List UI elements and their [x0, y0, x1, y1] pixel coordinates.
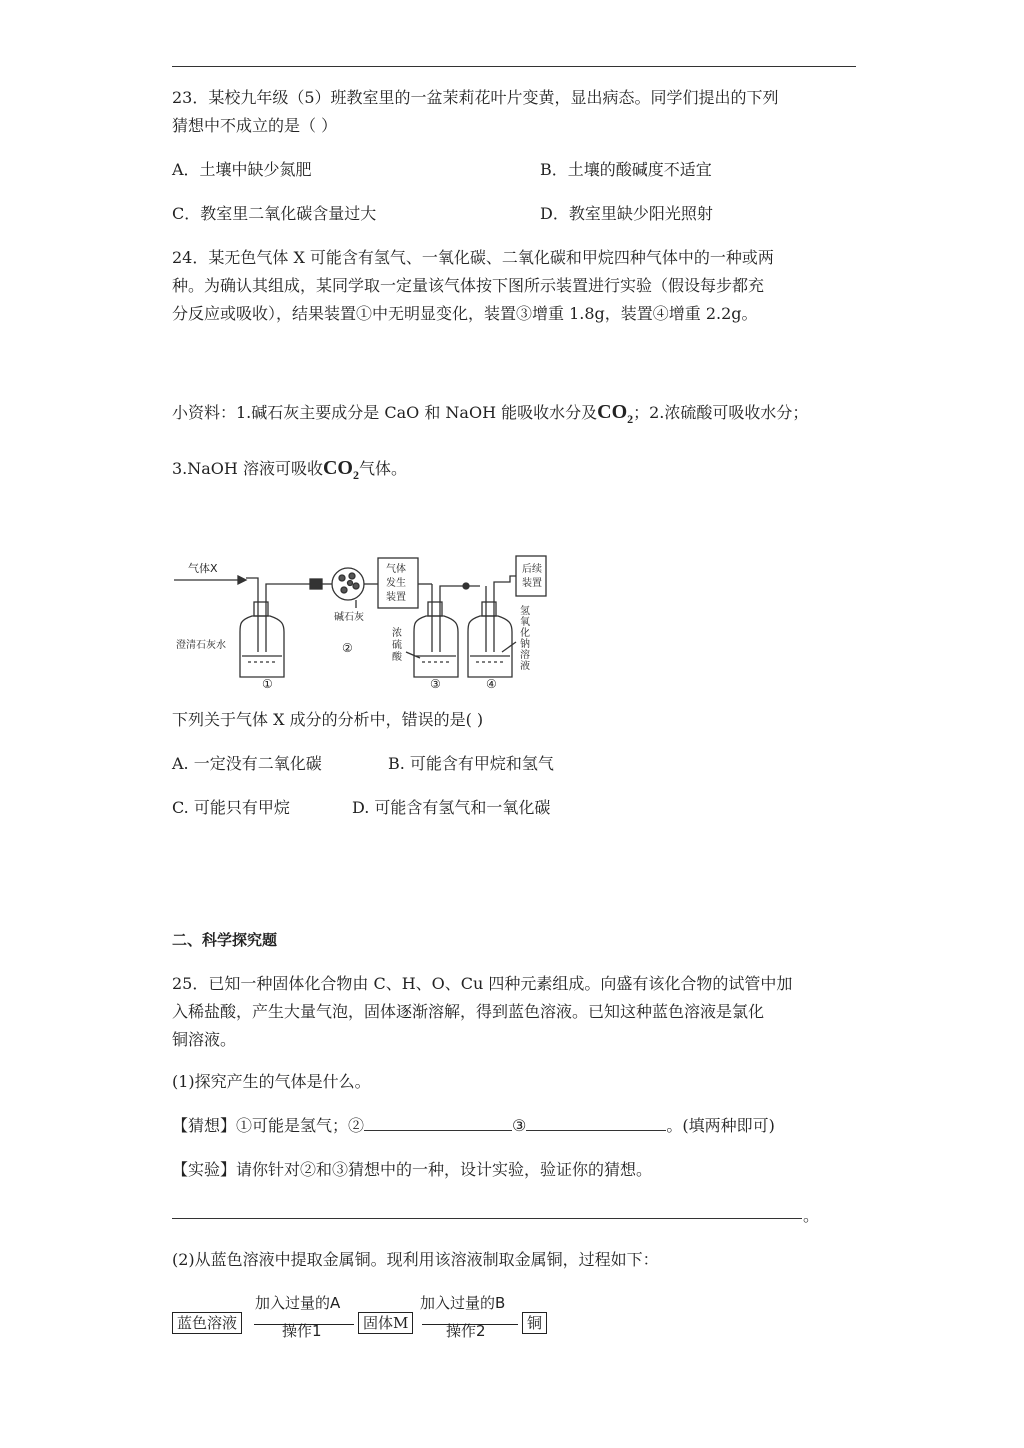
- flow-op2: 操作2: [446, 1322, 486, 1340]
- info1-text-a: 小资料：1.碱石灰主要成分是 CaO 和 NaOH 能吸收水分及: [172, 403, 598, 422]
- bottle-3: [414, 616, 458, 677]
- limewater-label: 澄清石灰水: [176, 640, 226, 651]
- svg-text:液: 液: [520, 661, 530, 672]
- svg-text:装置: 装置: [386, 592, 406, 603]
- label-3: ③: [430, 677, 441, 690]
- soda-lime-label: 碱石灰: [334, 612, 364, 623]
- q24-option-b: B. 可能含有甲烷和氢气: [388, 754, 554, 773]
- flow-box-solid-m: 固体M: [358, 1312, 413, 1334]
- section-title: 二、科学探究题: [172, 931, 278, 949]
- co2-formula: $CO_2$: [597, 401, 634, 426]
- q24-line2: 种。为确认其组成，某同学取一定量该气体按下图所示装置进行实验（假设每步都充: [172, 276, 765, 295]
- q23-option-a: A．土壤中缺少氮肥: [172, 160, 312, 179]
- answer-end-mark: 。: [803, 1206, 820, 1225]
- after-device-box: [516, 556, 546, 596]
- q25-sub1: (1)探究产生的气体是什么。: [172, 1072, 371, 1091]
- q23-option-b: B．土壤的酸碱度不适宜: [540, 160, 712, 179]
- q24-info-line1: [172, 402, 808, 429]
- q24-question: 下列关于气体 X 成分的分析中，错误的是( ): [172, 710, 484, 729]
- q23-line1: 23．某校九年级（5）班教室里的一盆茉莉花叶片变黄，显出病态。同学们提出的下列: [172, 88, 779, 107]
- guess-blank-2[interactable]: [364, 1116, 512, 1131]
- label-4: ④: [486, 677, 497, 690]
- top-rule: [172, 66, 856, 67]
- q24-option-c: C. 可能只有甲烷: [172, 798, 290, 817]
- flow-add-b: 加入过量的B: [420, 1294, 506, 1312]
- svg-text:后续: 后续: [522, 564, 542, 575]
- q25-line2: 入稀盐酸，产生大量气泡，固体逐渐溶解，得到蓝色溶液。已知这种蓝色溶液是氯化: [172, 1002, 765, 1021]
- svg-text:钠: 钠: [520, 639, 530, 650]
- info1-text-b: ；2.浓硫酸可吸收水分；: [633, 403, 809, 422]
- q24-line3: 分反应或吸收），结果装置①中无明显变化，装置③增重 1.8g，装置④增重 2.2g。: [172, 304, 758, 323]
- label-2: ②: [342, 641, 353, 655]
- q25-guess: 【猜想】①可能是氢气；② ③ 。(填两种即可): [172, 1116, 775, 1135]
- co2-formula: $CO_2$: [322, 457, 359, 482]
- svg-text:溶: 溶: [520, 650, 530, 661]
- q24-option-a: A. 一定没有二氧化碳: [172, 754, 322, 773]
- info2-text-b: 气体。: [358, 459, 407, 478]
- apparatus-diagram: [170, 552, 550, 690]
- label-1: ①: [262, 677, 273, 690]
- svg-text:发生: 发生: [386, 578, 406, 589]
- gas-x-label: 气体X: [188, 562, 218, 575]
- svg-text:气体: 气体: [386, 564, 406, 575]
- q24-info-line2: [172, 458, 407, 485]
- svg-text:化: 化: [520, 628, 530, 639]
- q23-line2: 猜想中不成立的是（ ）: [172, 116, 338, 135]
- q23-option-d: D．教室里缺少阳光照射: [540, 204, 713, 223]
- q24-line1: 24．某无色气体 X 可能含有氢气、一氧化碳、二氧化碳和甲烷四种气体中的一种或两: [172, 248, 774, 267]
- q25-experiment: 【实验】请你针对②和③猜想中的一种，设计实验，验证你的猜想。: [172, 1160, 653, 1179]
- q23-option-c: C．教室里二氧化碳含量过大: [172, 204, 377, 223]
- flow-op1: 操作1: [282, 1322, 322, 1340]
- flow-box-blue-solution: 蓝色溶液: [172, 1312, 242, 1334]
- flow-add-a: 加入过量的A: [255, 1294, 341, 1312]
- guess-blank-3[interactable]: [526, 1116, 666, 1131]
- svg-text:氢: 氢: [520, 606, 530, 617]
- answer-line[interactable]: [172, 1218, 802, 1219]
- svg-text:硫: 硫: [392, 640, 402, 651]
- q25-line3: 铜溶液。: [172, 1030, 237, 1049]
- svg-text:浓: 浓: [392, 628, 402, 639]
- q25-line1: 25．已知一种固体化合物由 C、H、O、Cu 四种元素组成。向盛有该化合物的试管中加: [172, 974, 793, 993]
- q25-sub2: (2)从蓝色溶液中提取金属铜。现利用该溶液制取金属铜，过程如下：: [172, 1250, 659, 1269]
- info2-text-a: 3.NaOH 溶液可吸收: [172, 459, 323, 478]
- flow-box-copper: 铜: [522, 1312, 547, 1334]
- svg-text:酸: 酸: [392, 652, 402, 663]
- svg-text:装置: 装置: [522, 578, 542, 589]
- svg-text:氧: 氧: [520, 617, 530, 628]
- q24-option-d: D. 可能含有氢气和一氧化碳: [352, 798, 551, 817]
- bottle-1: [240, 616, 284, 677]
- bottle-4: [468, 616, 512, 677]
